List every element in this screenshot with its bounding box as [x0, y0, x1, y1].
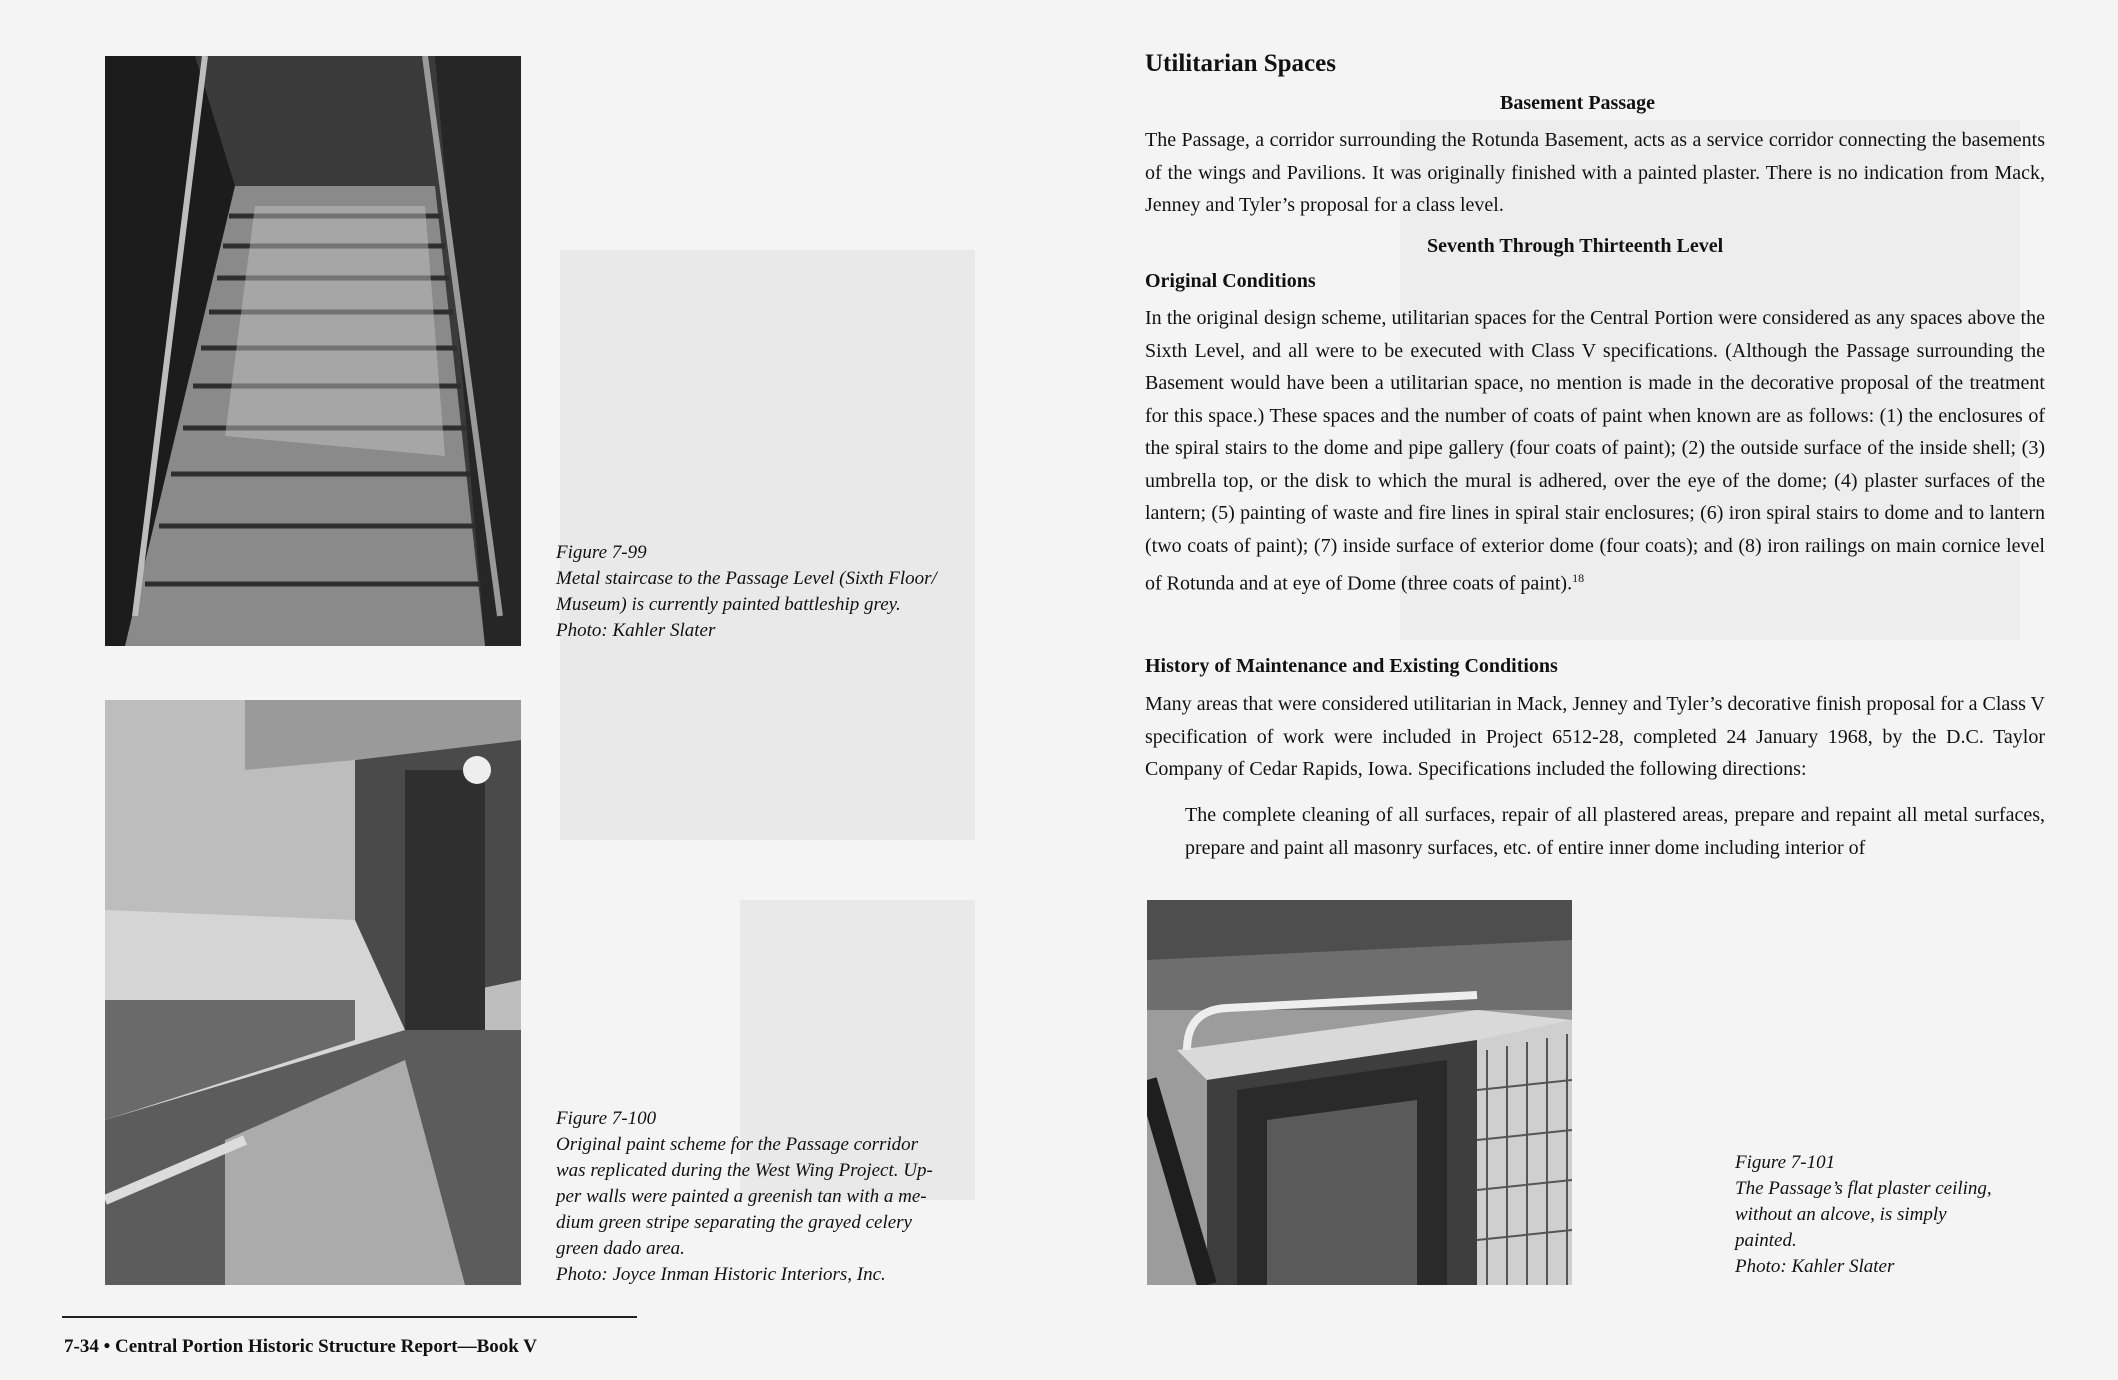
caption-line: Photo: Kahler Slater — [1735, 1256, 1895, 1277]
page-footer: 7-34 • Central Portion Historic Structure Report—Book V — [64, 1336, 537, 1357]
original-conditions-heading: Original Conditions — [1145, 270, 1316, 292]
corridor-photo — [105, 700, 521, 1285]
block-quote: The complete cleaning of all surfaces, repair of all plastered areas, prepare and repaint all metal surfaces, prepare and paint all masonry surfaces, etc. of entire inner dome including interior of — [1185, 804, 2045, 859]
basement-paragraph: The Passage, a corridor surrounding the Rotunda Basement, acts as a service corridor connecting the basements of the wings and Pavilions. It was originally finished with a painted plaster. There is no indication from Mack, Jenney and Tyler’s proposal for a class level. — [1145, 129, 2045, 216]
caption-line: green dado area. — [556, 1238, 685, 1259]
caption-line: dium green stripe separating the grayed celery — [556, 1212, 912, 1233]
figure-101-caption — [1735, 1150, 2045, 1280]
caption-line: Metal staircase to the Passage Level (Sixth Floor/ — [556, 568, 937, 589]
caption-line: per walls were painted a greenish tan with a me- — [556, 1186, 927, 1207]
caption-line: Original paint scheme for the Passage corridor — [556, 1134, 919, 1155]
caption-line: Photo: Joyce Inman Historic Interiors, Inc. — [556, 1264, 886, 1285]
history-heading: History of Maintenance and Existing Conditions — [1145, 655, 1558, 677]
original-conditions-paragraph — [1145, 302, 2045, 600]
caption-label: Figure 7-100 — [556, 1108, 657, 1129]
footnote-ref: 18 — [1572, 571, 1585, 585]
caption-line: was replicated during the West Wing Project. Up- — [556, 1160, 933, 1181]
history-paragraph: Many areas that were considered utilitarian in Mack, Jenney and Tyler’s decorative finish proposal for a Class V specification of work were included in Project 6512-28, completed 24 January 1968, by the D.C. Taylor Company of Cedar Rapids, Iowa. Specifications included the following directions: — [1145, 693, 2045, 780]
caption-line: painted. — [1735, 1230, 1797, 1251]
footer-rule — [62, 1316, 637, 1318]
figure-100-caption — [556, 1106, 1008, 1288]
original-conditions-text: In the original design scheme, utilitarian spaces for the Central Portion were considered as any spaces above the Sixth Level, and all were to be executed with Class V specifications. (Although the Passage surrounding the Basement would have been a utilitarian space, no mention is made in the decorative proposal of the treatment for this space.) These spaces and the number of coats of paint when known are as follows: (1) the enclosures of the spiral stairs to the dome and pipe gallery (four coats of paint); (2) the outside surface of the inside shell; (3) umbrella top, or the disk to which the mural is adhered, over the eye of the dome; (4) plaster surfaces of the lantern; (5) painting of waste and fire lines in spiral stair enclosures; (6) iron spiral stairs to dome and to lantern (two coats of paint); (7) inside surface of exterior dome (four coats); and (8) iron railings on main cornice level of Rotunda and at eye of Dome (three coats of paint). — [1145, 307, 2045, 595]
caption-line: The Passage’s flat plaster ceiling, — [1735, 1178, 1992, 1199]
passage-ceiling-photo — [1147, 900, 1572, 1285]
section-title: Utilitarian Spaces — [1145, 50, 1336, 77]
figure-99-caption — [556, 540, 1011, 644]
seventh-level-heading: Seventh Through Thirteenth Level — [1427, 235, 1724, 257]
caption-line: Museum) is currently painted battleship grey. — [556, 594, 901, 615]
caption-label: Figure 7-99 — [556, 542, 647, 563]
basement-heading: Basement Passage — [1500, 92, 1655, 114]
caption-line: without an alcove, is simply — [1735, 1204, 1947, 1225]
caption-line: Photo: Kahler Slater — [556, 620, 716, 641]
caption-label: Figure 7-101 — [1735, 1152, 1836, 1173]
staircase-photo — [105, 56, 521, 646]
